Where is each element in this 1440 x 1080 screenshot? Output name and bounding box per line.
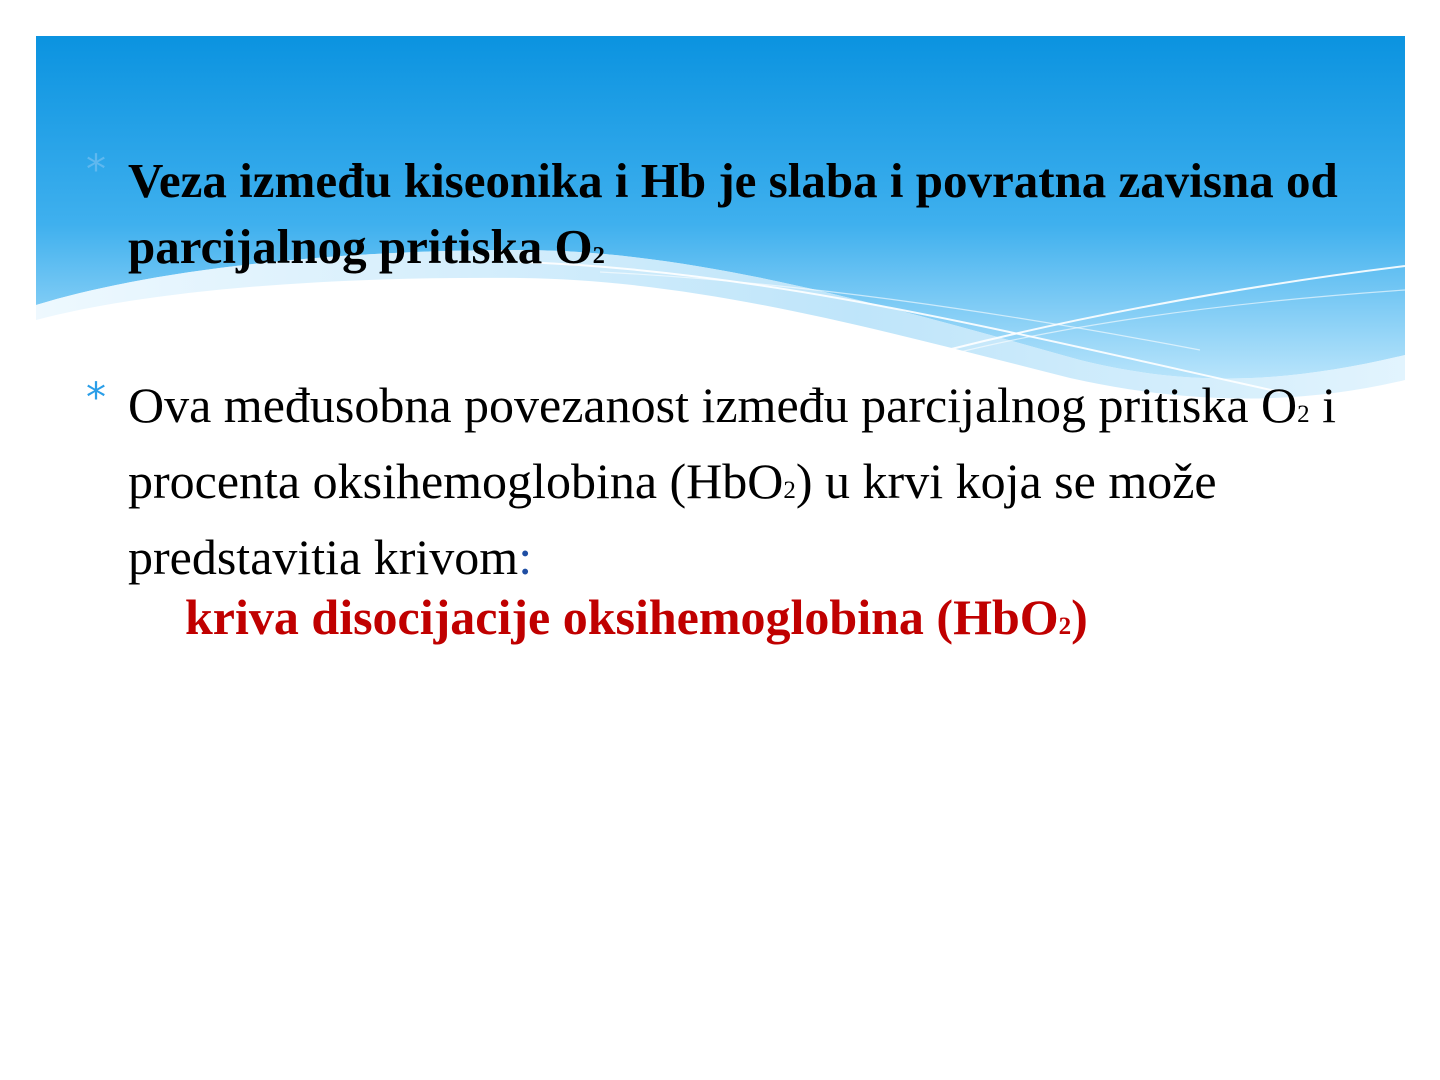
bullet-2-text: [128, 372, 1368, 590]
highlight-closing: ): [1071, 589, 1088, 645]
highlight-main: kriva disocijacije oksihemoglobina (HbO: [185, 589, 1059, 645]
highlight-curve-title: [185, 584, 1088, 660]
bullet-2-subscript-1: 2: [1297, 401, 1310, 428]
bullet-1-subscript: 2: [592, 242, 605, 269]
bullet-2-colon: :: [518, 529, 533, 585]
highlight-subscript: 2: [1058, 613, 1072, 640]
bullet-2-subscript-2: 2: [783, 477, 796, 504]
asterisk-bullet-icon: *: [86, 147, 106, 193]
bullet-1-text: [128, 148, 1368, 289]
bullet-2-part-2: i procenta oksihemoglobina (HbO: [128, 377, 1337, 509]
bullet-1-main: Veza između kiseonika i Hb je slaba i povratna zavisna od parcijalnog pritiska O: [128, 153, 1338, 274]
bullet-2-part-3: ) u krvi koja se može predstavitia krivom: [128, 453, 1217, 585]
bullet-2-part-1: Ova međusobna povezanost između parcijalnog pritiska O: [128, 377, 1298, 433]
asterisk-bullet-icon: *: [86, 375, 106, 421]
